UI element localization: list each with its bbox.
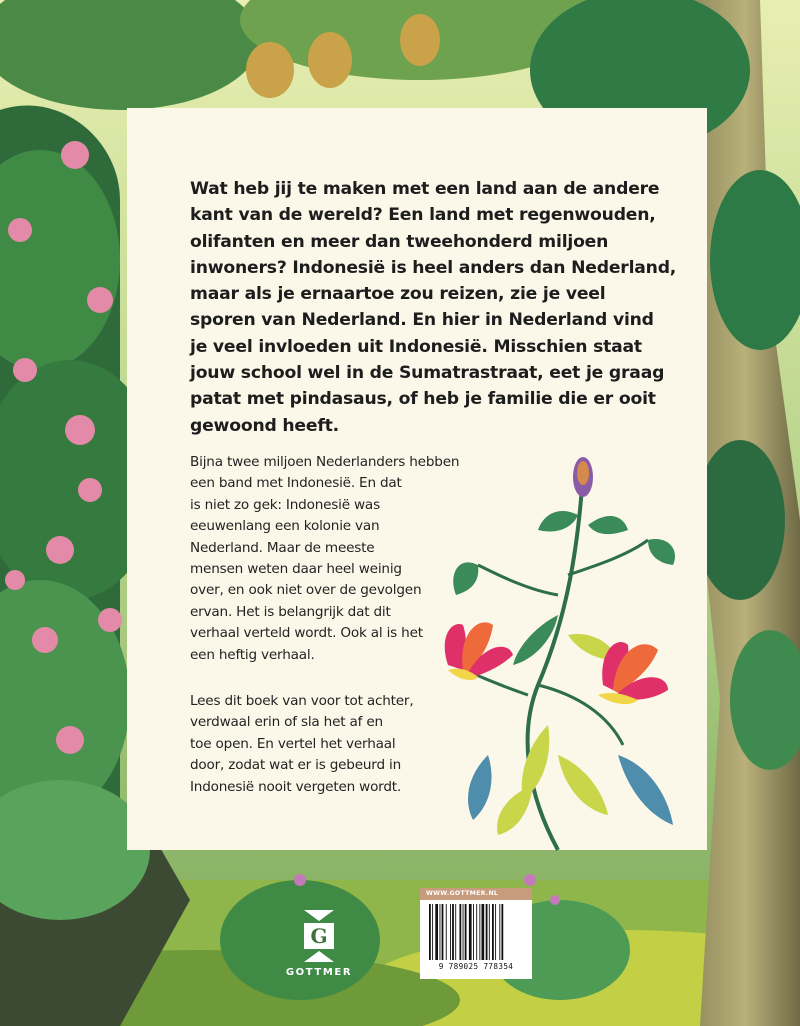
barcode-bar xyxy=(469,904,472,960)
intro-line: je veel invloeden uit Indonesië. Misschien staat xyxy=(190,336,642,357)
barcode-bar xyxy=(442,904,444,960)
barcode-bar xyxy=(450,904,451,960)
body-line: over, en ook niet over de gevolgen xyxy=(190,582,422,599)
barcode-bar xyxy=(482,904,485,960)
barcode-bar xyxy=(495,904,496,960)
barcode-bar xyxy=(501,904,503,960)
body-line: eeuwenlang een kolonie van xyxy=(190,518,380,535)
intro-paragraph xyxy=(190,176,677,439)
logo-letter: G xyxy=(310,924,328,948)
intro-line: kant van de wereld? Een land met regenwouden, xyxy=(190,205,656,226)
intro-line: olifanten en meer dan tweehonderd miljoen xyxy=(190,231,609,252)
barcode-bar xyxy=(455,904,456,960)
glory-lily-illustration xyxy=(418,455,688,855)
barcode-bar xyxy=(435,904,438,960)
barcode-bar xyxy=(476,904,477,960)
barcode-bar xyxy=(465,904,467,960)
intro-line: gewoond heeft. xyxy=(190,415,339,436)
isbn-barcode xyxy=(427,904,525,960)
intro-line: patat met pindasaus, of heb je familie die er ooit xyxy=(190,389,656,410)
barcode-bar xyxy=(440,904,441,960)
isbn-number: 9 789025 778354 xyxy=(438,962,514,971)
barcode-bar xyxy=(489,904,490,960)
barcode-bar xyxy=(463,904,464,960)
publisher-logo xyxy=(282,910,402,980)
barcode-bar xyxy=(459,904,461,960)
barcode-bar xyxy=(473,904,474,960)
body-line: door, zodat wat er is gebeurd in xyxy=(190,757,402,774)
body-line: Lees dit boek van voor tot achter, xyxy=(190,693,414,709)
barcode-bar xyxy=(452,904,454,960)
body-line: Indonesië nooit vergeten wordt. xyxy=(190,778,402,795)
body-line: Bijna twee miljoen Nederlanders hebben xyxy=(190,454,460,470)
barcode-bar xyxy=(492,904,494,960)
barcode-bar xyxy=(486,904,488,960)
barcode-bar xyxy=(429,904,431,960)
body-line: ervan. Het is belangrijk dat dit xyxy=(190,603,391,620)
intro-line: jouw school wel in de Sumatrastraat, eet je graag xyxy=(190,363,665,384)
intro-line: sporen van Nederland. En hier in Nederland vind xyxy=(190,310,654,331)
intro-line: inwoners? Indonesië is heel anders dan Nederland, xyxy=(190,257,677,278)
body-line: een heftig verhaal. xyxy=(190,646,315,663)
intro-line: maar als je ernaartoe zou reizen, zie je veel xyxy=(190,284,606,305)
publisher-website: WWW.GOTTMER.NL xyxy=(420,888,532,900)
body-line: mensen weten daar heel weinig xyxy=(190,561,402,578)
gottmer-logo-mark xyxy=(304,910,334,962)
body-line: toe open. En vertel het verhaal xyxy=(190,735,396,752)
body-line: verdwaal erin of sla het af en xyxy=(190,714,383,731)
intro-line: Wat heb jij te maken met een land aan de andere xyxy=(190,179,660,199)
barcode-bar xyxy=(499,904,500,960)
body-line: is niet zo gek: Indonesië was xyxy=(190,496,380,513)
barcode-bar xyxy=(479,904,480,960)
publisher-name: GOTTMER xyxy=(285,967,353,978)
body-line: een band met Indonesië. En dat xyxy=(190,475,402,492)
body-line: verhaal verteld wordt. Ook al is het xyxy=(190,625,423,642)
body-line: Nederland. Maar de meeste xyxy=(190,539,375,556)
barcode-label xyxy=(420,888,532,979)
barcode-bar xyxy=(446,904,447,960)
barcode-bar xyxy=(432,904,433,960)
